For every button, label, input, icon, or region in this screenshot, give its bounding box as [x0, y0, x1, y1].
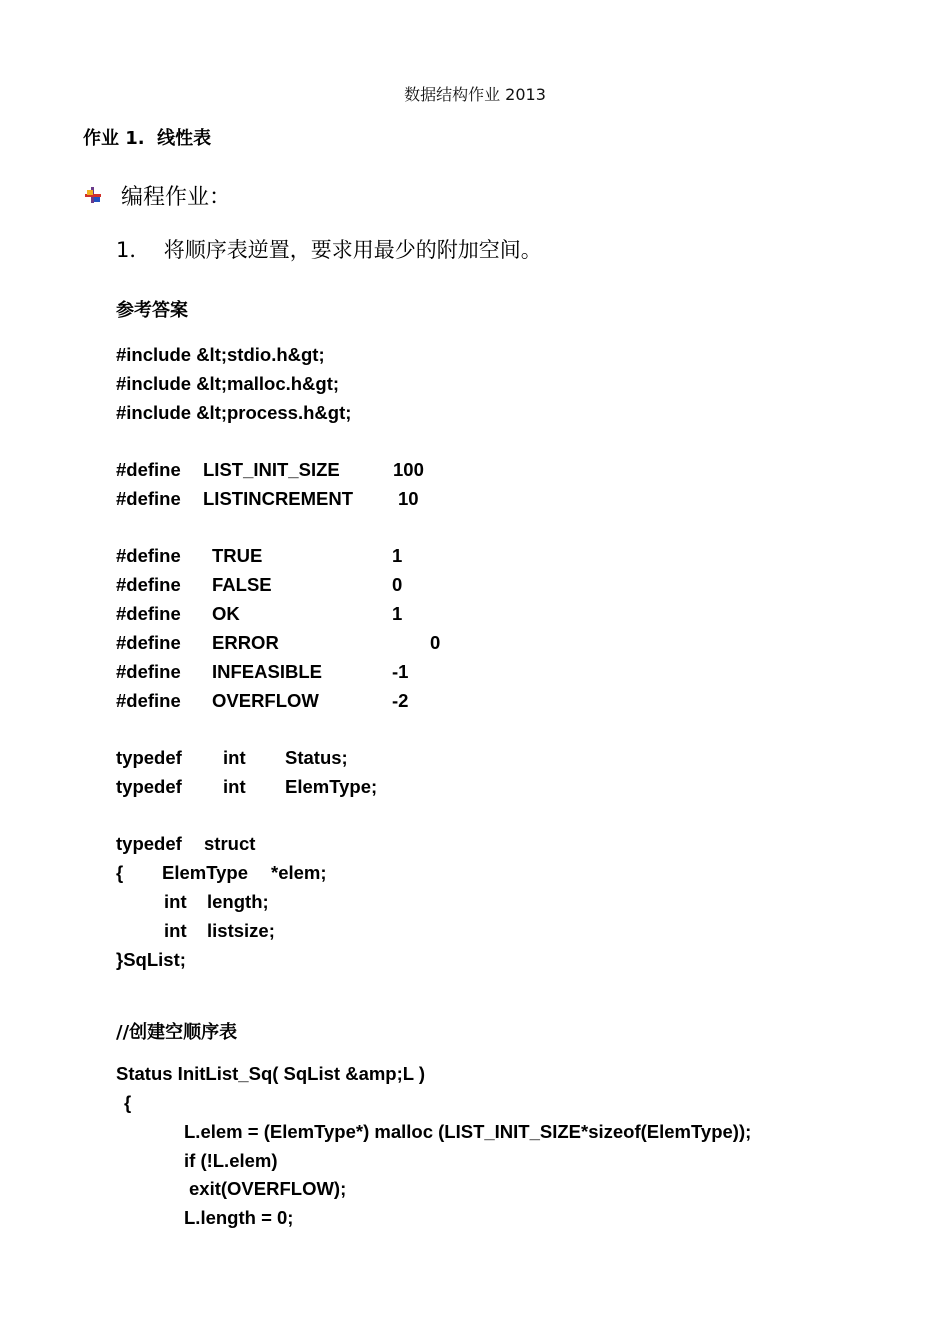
code-type-name: ElemType;: [285, 776, 378, 797]
code-brace: {: [116, 862, 124, 883]
page-header: 数据结构作业 2013: [404, 85, 546, 104]
code-define-name: INFEASIBLE: [212, 661, 322, 682]
code-include: #include &lt;process.h&gt;: [116, 402, 352, 423]
code-define-keyword: #define: [116, 574, 181, 595]
code-define-value: 100: [393, 459, 424, 480]
code-comment: //创建空顺序表: [116, 1022, 238, 1043]
code-struct-end: }SqList;: [116, 949, 186, 970]
code-define-name: LISTINCREMENT: [203, 488, 354, 509]
bullet-heading: 编程作业：: [121, 185, 232, 210]
code-field-type: int: [164, 920, 187, 941]
code-define-value: 0: [430, 632, 441, 653]
code-define-value: 1: [392, 603, 403, 624]
code-define-keyword: #define: [116, 661, 181, 682]
code-line: L.length = 0;: [184, 1207, 294, 1228]
code-define-name: LIST_INIT_SIZE: [203, 459, 340, 480]
code-define-value: -2: [392, 690, 409, 711]
code-define-keyword: #define: [116, 603, 181, 624]
code-define-value: -1: [392, 661, 409, 682]
code-define-keyword: #define: [116, 545, 181, 566]
code-line: L.elem = (ElemType*) malloc (LIST_INIT_SIZE*sizeof(ElemType));: [184, 1121, 752, 1142]
code-define-name: FALSE: [212, 574, 272, 595]
bullet-pin-icon: [84, 186, 102, 204]
code-define-keyword: #define: [116, 459, 181, 480]
code-define-keyword: #define: [116, 690, 181, 711]
code-type-keyword: int: [223, 776, 246, 797]
code-field-type: int: [164, 891, 187, 912]
question-text: 1． 将顺序表逆置，要求用最少的附加空间。: [116, 238, 542, 262]
code-typedef-keyword: typedef: [116, 747, 182, 768]
code-define-name: OK: [212, 603, 240, 624]
code-define-value: 10: [398, 488, 419, 509]
code-type-name: Status;: [285, 747, 348, 768]
code-field-name: listsize;: [207, 920, 275, 941]
code-field-type: ElemType: [162, 862, 249, 883]
code-type-keyword: int: [223, 747, 246, 768]
code-define-value: 1: [392, 545, 403, 566]
code-line: if (!L.elem): [184, 1150, 278, 1171]
code-define-name: ERROR: [212, 632, 279, 653]
code-typedef-keyword: typedef: [116, 833, 182, 854]
code-define-name: TRUE: [212, 545, 263, 566]
code-typedef-keyword: typedef: [116, 776, 182, 797]
code-define-name: OVERFLOW: [212, 690, 319, 711]
section-title: 作业 1. 线性表: [83, 128, 212, 149]
code-line: exit(OVERFLOW);: [189, 1178, 347, 1199]
code-brace: {: [124, 1092, 132, 1113]
code-include: #include &lt;malloc.h&gt;: [116, 373, 340, 394]
code-include: #include &lt;stdio.h&gt;: [116, 344, 325, 365]
code-function-signature: Status InitList_Sq( SqList &amp;L ): [116, 1063, 426, 1084]
code-field-name: *elem;: [271, 862, 327, 883]
code-define-keyword: #define: [116, 488, 181, 509]
code-define-value: 0: [392, 574, 403, 595]
code-struct-keyword: struct: [204, 833, 256, 854]
answer-label: 参考答案: [116, 300, 188, 321]
code-field-name: length;: [207, 891, 269, 912]
code-define-keyword: #define: [116, 632, 181, 653]
